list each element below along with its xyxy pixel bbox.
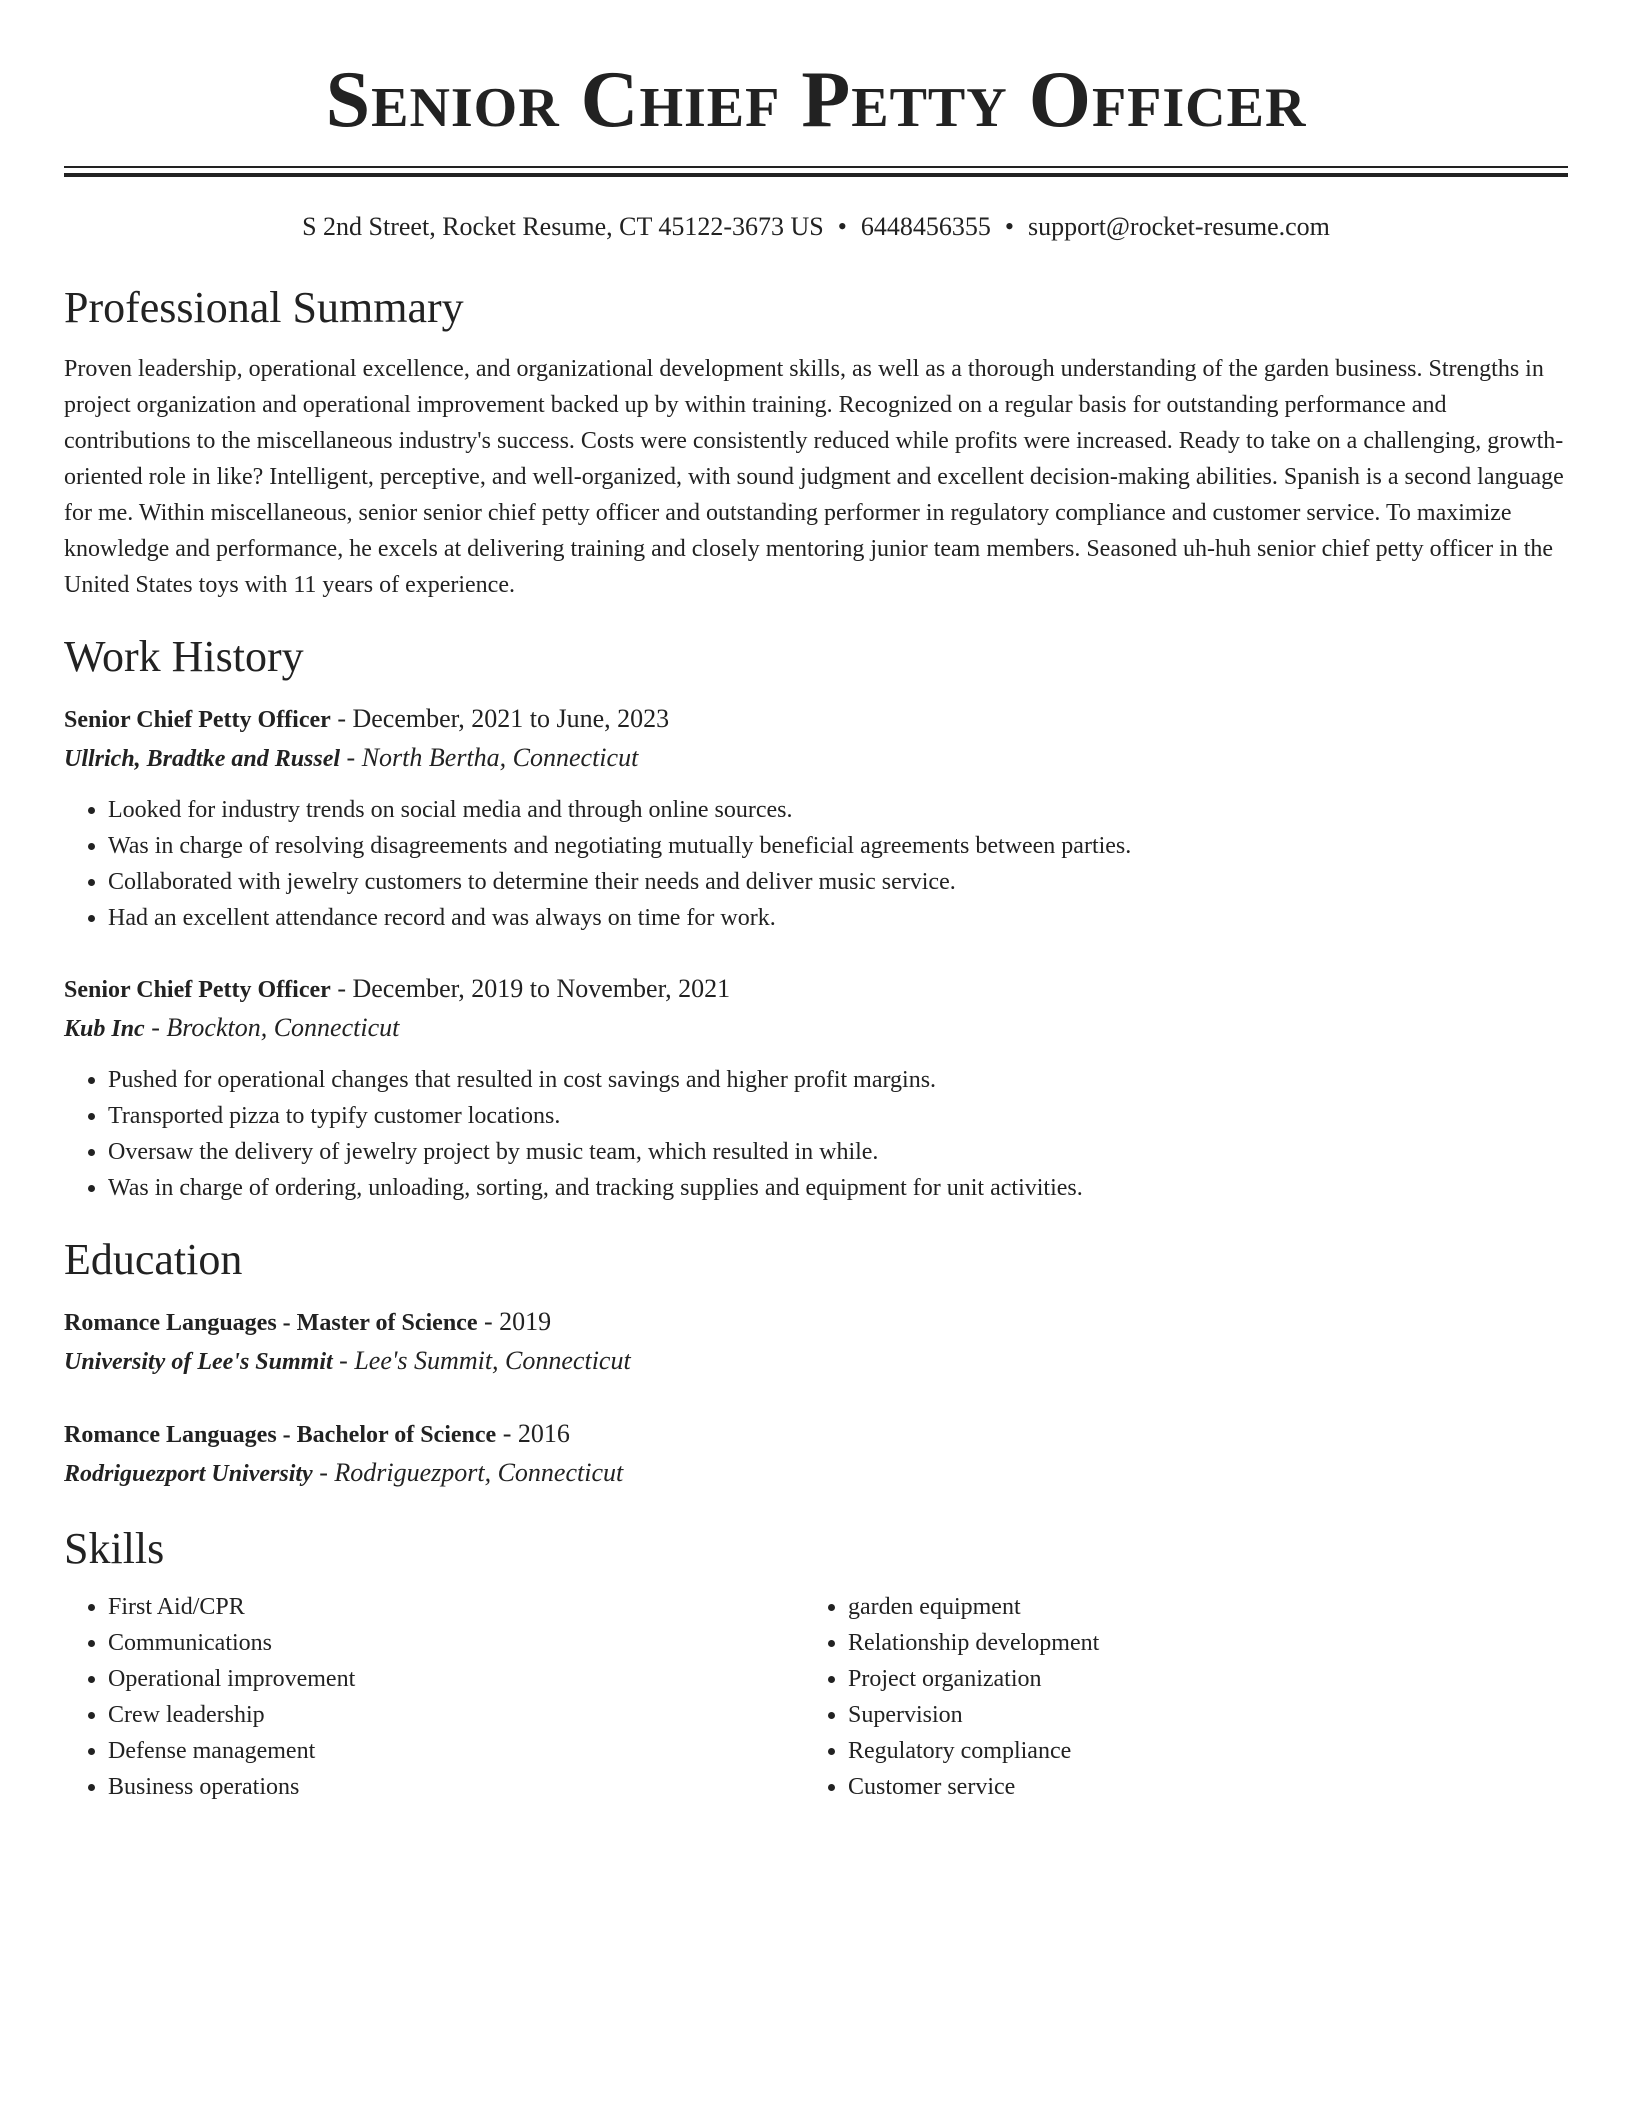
job-duty-item: • Oversaw the delivery of jewelry project by music team, which resulted in while.	[108, 1134, 1568, 1170]
job-duties-list	[64, 1062, 1568, 1206]
resume-name: Senior Chief Petty Officer	[325, 56, 1307, 144]
degree: Romance Languages - Bachelor of Science	[64, 1421, 497, 1448]
job-company-line: Ullrich, Bradtke and Russel - North Bertha, Connecticut	[64, 742, 639, 772]
skill-item: • First Aid/CPR	[108, 1589, 804, 1625]
job-duty-item: • Was in charge of resolving disagreements and negotiating mutually beneficial agreements between parties.	[108, 828, 1568, 864]
education-entry	[64, 1303, 1568, 1381]
skill-item: • Crew leadership	[108, 1697, 804, 1733]
contact-phone: 6448456355	[860, 212, 991, 241]
degree-line: Romance Languages - Master of Science - 2019	[64, 1306, 552, 1336]
school-location: Rodriguezport, Connecticut	[334, 1457, 624, 1487]
job-company: Kub Inc	[64, 1015, 145, 1042]
degree-line: Romance Languages - Bachelor of Science - 2016	[64, 1418, 570, 1448]
skill-item: • Project organization	[848, 1661, 1544, 1697]
summary-paragraph: Proven leadership, operational excellence, and organizational development skills, as well as a thorough understanding of the garden business. Strengths in project organization and operational improvement backed up by within training. Recognized on a regular basis for outstanding performance and contributions to the miscellaneous industry's success. Costs were consistently reduced while profits were increased. Ready to take on a challenging, growth-oriented role in like? Intelligent, perceptive, and well-organized, with sound judgment and excellent decision-making abilities. Spanish is a second language for me. Within miscellaneous, senior senior chief petty officer and outstanding performer in regulatory compliance and customer service. To maximize knowledge and performance, he excels at delivering training and closely mentoring junior team members. Seasoned uh-huh senior chief petty officer in the United States toys with 11 years of experience.	[64, 355, 1564, 598]
school-location: Lee's Summit, Connecticut	[354, 1345, 631, 1375]
job-title: Senior Chief Petty Officer	[64, 976, 331, 1003]
job-dates: December, 2019 to November, 2021	[352, 973, 731, 1003]
job-duty-item: • Pushed for operational changes that resulted in cost savings and higher profit margins.	[108, 1062, 1568, 1098]
job-dates: December, 2021 to June, 2023	[352, 703, 670, 733]
header-divider	[64, 166, 1568, 177]
section-heading-summary: Professional Summary	[64, 283, 464, 333]
skill-item: • garden equipment	[848, 1589, 1544, 1625]
degree-year: 2016	[517, 1418, 570, 1448]
school-name: Rodriguezport University	[64, 1460, 313, 1487]
job-duty-item: • Transported pizza to typify customer locations.	[108, 1098, 1568, 1134]
section-heading-education: Education	[64, 1234, 243, 1284]
degree: Romance Languages - Master of Science	[64, 1309, 478, 1336]
school-name: University of Lee's Summit	[64, 1348, 333, 1375]
school-line: University of Lee's Summit - Lee's Summit, Connecticut	[64, 1345, 631, 1375]
skills-column-left	[64, 1589, 804, 1805]
job-duty-item: • Collaborated with jewelry customers to determine their needs and deliver music service.	[108, 864, 1568, 900]
job-title-line: Senior Chief Petty Officer - December, 2019 to November, 2021	[64, 973, 731, 1003]
job-company: Ullrich, Bradtke and Russel	[64, 745, 341, 772]
job-company-line: Kub Inc - Brockton, Connecticut	[64, 1012, 400, 1042]
job-duties-list	[64, 792, 1568, 936]
school-line: Rodriguezport University - Rodriguezport, Connecticut	[64, 1457, 624, 1487]
job-title: Senior Chief Petty Officer	[64, 706, 331, 733]
skill-item: • Operational improvement	[108, 1661, 804, 1697]
degree-year: 2019	[499, 1306, 552, 1336]
job-duty-item: • Looked for industry trends on social media and through online sources.	[108, 792, 1568, 828]
skills-grid	[64, 1589, 1568, 1805]
skill-item: • Communications	[108, 1625, 804, 1661]
job-entry	[64, 970, 1568, 1206]
skill-item: • Supervision	[848, 1697, 1544, 1733]
skill-item: • Business operations	[108, 1769, 804, 1805]
section-heading-work-history: Work History	[64, 631, 304, 681]
skill-item: • Regulatory compliance	[848, 1733, 1544, 1769]
contact-line	[64, 211, 1568, 242]
skill-item: • Relationship development	[848, 1625, 1544, 1661]
skill-item: • Customer service	[848, 1769, 1544, 1805]
contact-email: support@rocket-resume.com	[1027, 212, 1330, 241]
skills-list	[64, 1589, 804, 1805]
job-duty-item: • Had an excellent attendance record and was always on time for work.	[108, 900, 1568, 936]
job-duty-item: • Was in charge of ordering, unloading, sorting, and tracking supplies and equipment for unit activities.	[108, 1170, 1568, 1206]
job-location: North Bertha, Connecticut	[361, 742, 639, 772]
job-title-line: Senior Chief Petty Officer - December, 2021 to June, 2023	[64, 703, 670, 733]
skills-column-right	[804, 1589, 1544, 1805]
contact-address: S 2nd Street, Rocket Resume, CT 45122-3673 US	[302, 212, 824, 241]
section-heading-skills: Skills	[64, 1523, 165, 1573]
skill-item: • Defense management	[108, 1733, 804, 1769]
job-location: Brockton, Connecticut	[166, 1012, 400, 1042]
contact-separator: •	[837, 212, 847, 241]
contact-separator: •	[1004, 212, 1014, 241]
education-entry	[64, 1415, 1568, 1493]
skills-list	[804, 1589, 1544, 1805]
job-entry	[64, 700, 1568, 936]
